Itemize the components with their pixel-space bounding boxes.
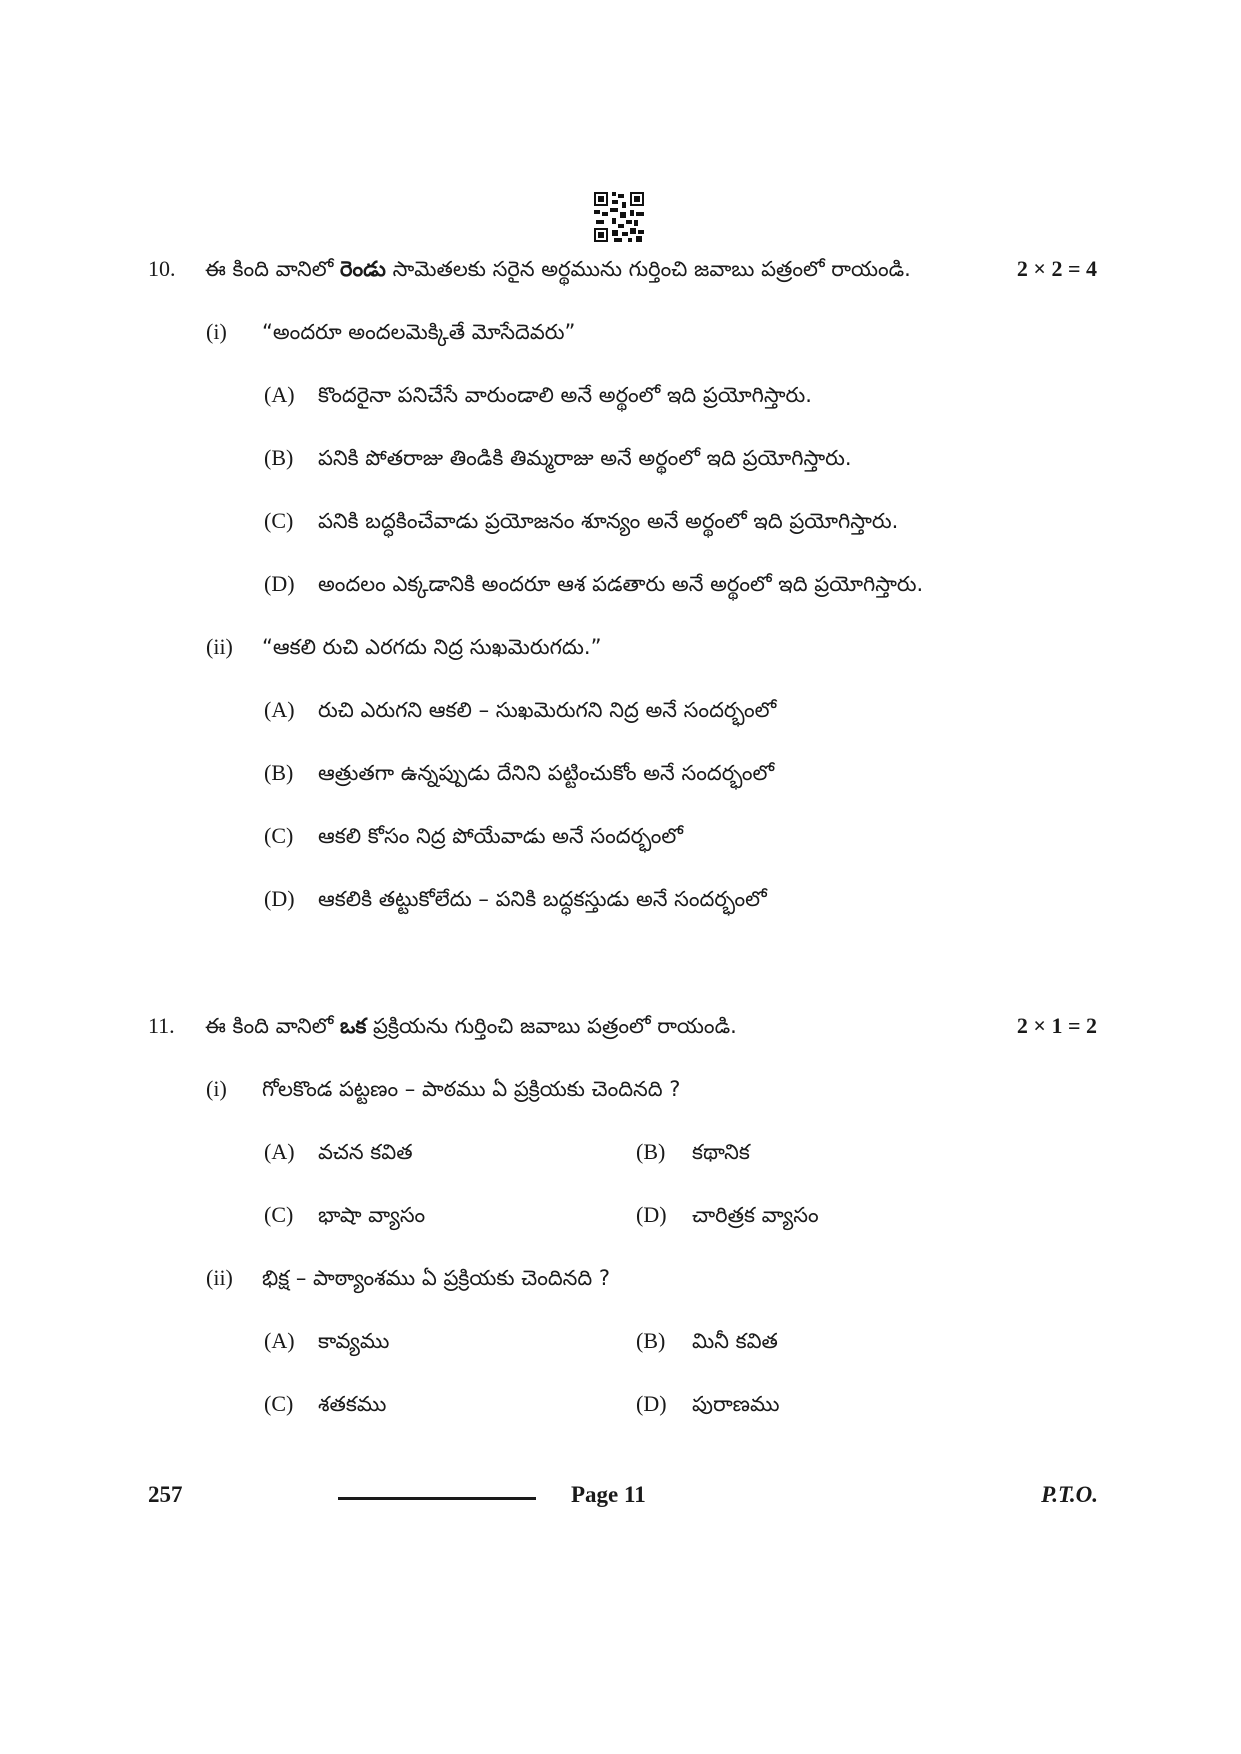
option-label: (A) bbox=[264, 697, 295, 722]
subquestion-label: (ii) bbox=[206, 634, 233, 659]
question-marks: 2 × 1 = 2 bbox=[1016, 1013, 1097, 1038]
option-text: రుచి ఎరుగని ఆకలి – సుఖమెరుగని నిద్ర అనే సందర్భంలో bbox=[318, 698, 777, 722]
subquestion bbox=[0, 318, 1241, 348]
option-label: (C) bbox=[264, 823, 294, 848]
option bbox=[0, 507, 1241, 537]
option bbox=[0, 381, 1241, 411]
option-text: శతకము bbox=[318, 1392, 387, 1416]
question-text: ఈ కింది వానిలో ఒక ప్రక్రియను గుర్తించి జవాబు పత్రంలో రాయండి. bbox=[205, 1014, 737, 1038]
option-label: (D) bbox=[636, 1202, 667, 1227]
option-text: కథానిక bbox=[692, 1140, 750, 1164]
option-text: ఆకలికి తట్టుకోలేదు – పనికి బద్ధకస్తుడు అనే సందర్భంలో bbox=[318, 887, 767, 911]
question-11-header bbox=[0, 1012, 1241, 1042]
option-label: (C) bbox=[264, 1391, 294, 1416]
option-pair bbox=[0, 1327, 1241, 1357]
option-label: (B) bbox=[264, 445, 294, 470]
option-label: (A) bbox=[264, 1139, 295, 1164]
page-number: Page 11 bbox=[571, 1482, 646, 1507]
question-text: ఈ కింది వానిలో రెండు సామెతలకు సరైన అర్థమును గుర్తించి జవాబు పత్రంలో రాయండి. bbox=[205, 257, 911, 281]
subquestion bbox=[0, 1075, 1241, 1105]
option-label: (C) bbox=[264, 508, 294, 533]
option-label: (D) bbox=[636, 1391, 667, 1416]
option-label: (D) bbox=[264, 886, 295, 911]
option-label: (D) bbox=[264, 571, 295, 596]
option-text: వచన కవిత bbox=[318, 1140, 413, 1164]
option-text: భాషా వ్యాసం bbox=[318, 1203, 426, 1227]
subquestion-label: (i) bbox=[206, 1076, 227, 1101]
option-pair bbox=[0, 1390, 1241, 1420]
paper-code: 257 bbox=[148, 1482, 183, 1507]
option-label: (A) bbox=[264, 382, 295, 407]
option bbox=[0, 444, 1241, 474]
subquestion bbox=[0, 633, 1241, 663]
subquestion bbox=[0, 1264, 1241, 1294]
option bbox=[0, 759, 1241, 789]
question-number: 11. bbox=[148, 1013, 175, 1038]
option bbox=[0, 570, 1241, 600]
option-text: అందలం ఎక్కడానికి అందరూ ఆశ పడతారు అనే అర్థంలో ఇది ప్రయోగిస్తారు. bbox=[318, 572, 924, 596]
option bbox=[0, 696, 1241, 726]
option-text: మినీ కవిత bbox=[692, 1329, 778, 1353]
question-number: 10. bbox=[148, 256, 176, 281]
subquestion-label: (i) bbox=[206, 319, 227, 344]
option-text: పనికి పోతరాజు తిండికి తిమ్మరాజు అనే అర్థంలో ఇది ప్రయోగిస్తారు. bbox=[318, 446, 852, 470]
option-text: ఆత్రుతగా ఉన్నప్పుడు దేనిని పట్టించుకోం అనే సందర్భంలో bbox=[318, 761, 775, 785]
option-text: పురాణము bbox=[692, 1392, 780, 1416]
option-pair bbox=[0, 1201, 1241, 1231]
option bbox=[0, 885, 1241, 915]
question-10-header bbox=[0, 255, 1241, 285]
option-text: పనికి బద్ధకించేవాడు ప్రయోజనం శూన్యం అనే అర్థంలో ఇది ప్రయోగిస్తారు. bbox=[318, 509, 899, 533]
footer-divider bbox=[338, 1497, 536, 1500]
option-label: (B) bbox=[636, 1328, 666, 1353]
please-turn-over: P.T.O. bbox=[1041, 1482, 1098, 1507]
option-label: (B) bbox=[636, 1139, 666, 1164]
option-pair bbox=[0, 1138, 1241, 1168]
subquestion-label: (ii) bbox=[206, 1265, 233, 1290]
emphasis-word: రెండు bbox=[340, 257, 386, 281]
emphasis-word: ఒక bbox=[340, 1014, 367, 1038]
option-label: (C) bbox=[264, 1202, 294, 1227]
question-marks: 2 × 2 = 4 bbox=[1016, 256, 1097, 281]
option-label: (A) bbox=[264, 1328, 295, 1353]
subquestion-text: “ఆకలి రుచి ఎరగదు నిద్ర సుఖమెరుగదు.” bbox=[262, 635, 602, 659]
option bbox=[0, 822, 1241, 852]
subquestion-text: “అందరూ అందలమెక్కితే మోసేదెవరు” bbox=[262, 320, 576, 344]
option-text: ఆకలి కోసం నిద్ర పోయేవాడు అనే సందర్భంలో bbox=[318, 824, 684, 848]
option-text: చారిత్రక వ్యాసం bbox=[692, 1203, 819, 1227]
option-text: కావ్యము bbox=[318, 1329, 390, 1353]
qr-code bbox=[594, 192, 644, 242]
subquestion-text: భిక్ష – పాఠ్యాంశము ఏ ప్రక్రియకు చెందినది ? bbox=[262, 1266, 611, 1290]
option-label: (B) bbox=[264, 760, 294, 785]
option-text: కొందరైనా పనిచేసే వారుండాలి అనే అర్థంలో ఇది ప్రయోగిస్తారు. bbox=[318, 383, 812, 407]
subquestion-text: గోలకొండ పట్టణం – పాఠము ఏ ప్రక్రియకు చెందినది ? bbox=[262, 1077, 681, 1101]
